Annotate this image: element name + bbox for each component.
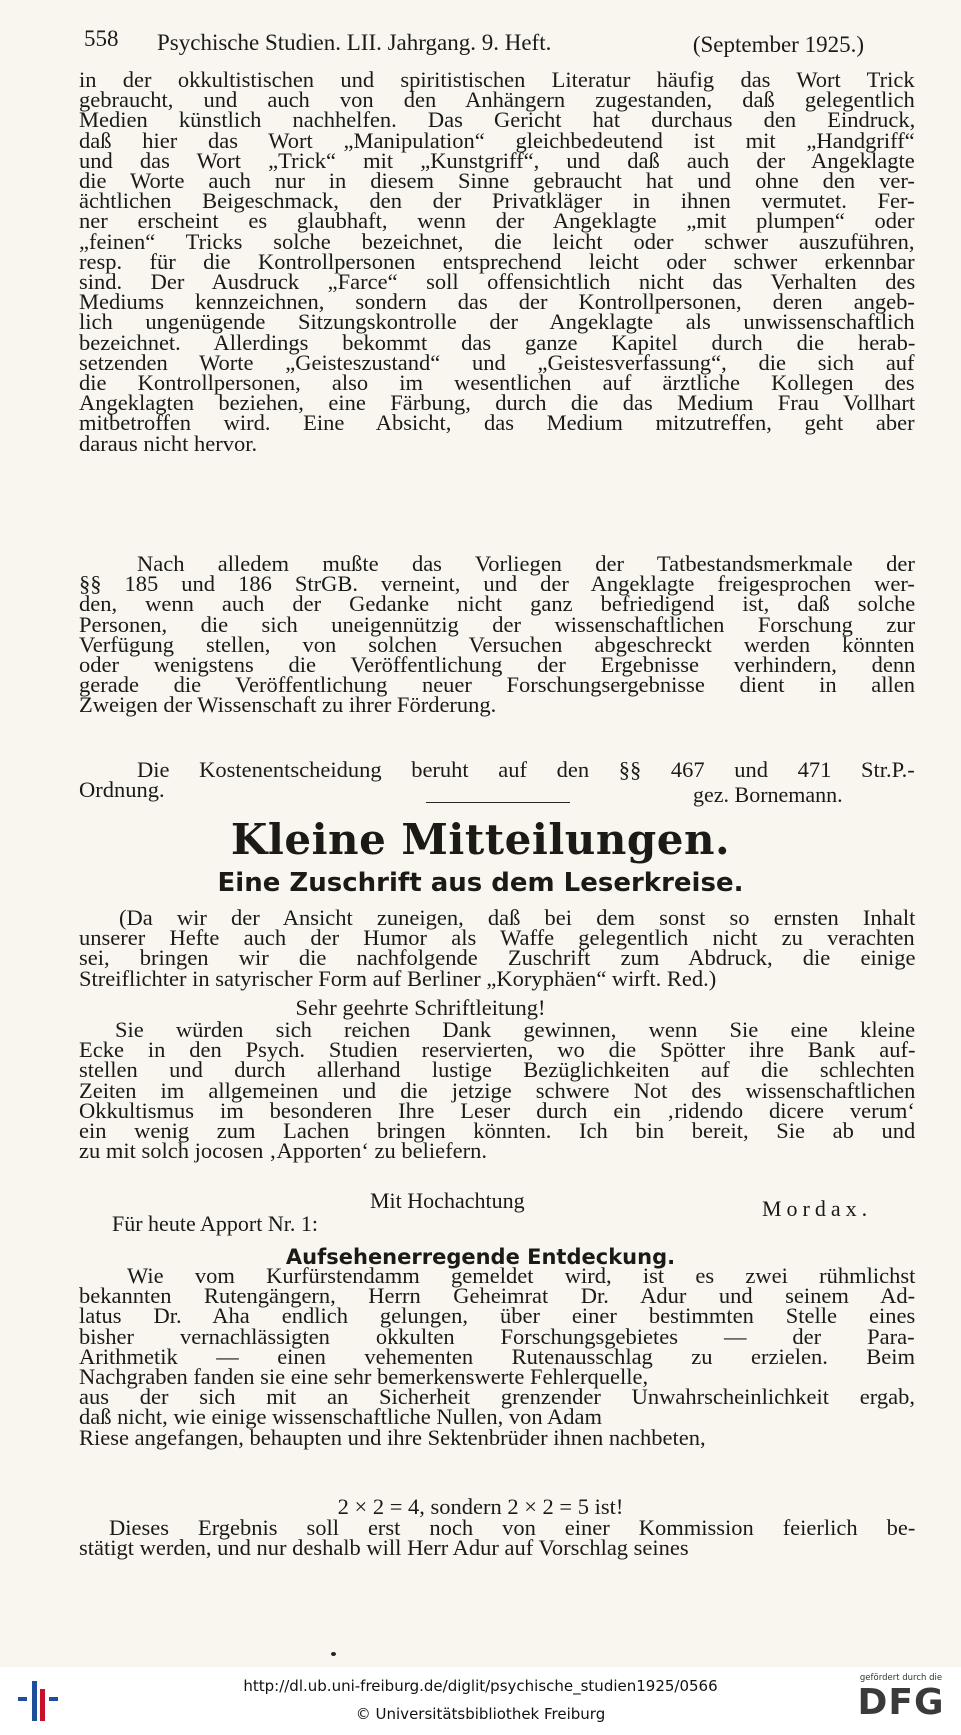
verdict-paragraph-2: Nach alledem mußte das Vorliegen der Tatbestandsmerkmale der §§ 185 und 186 StrGB. verneint, und der Angeklagte freigesprochen wer- den, wenn auch der Gedanke nicht ganz befriedigend ist, daß solche Personen, die sich uneigennützig der wissenschaftlichen Forschung zur Verfügung stellen, von solchen Versuchen abgeschreckt werden könnten oder wenigstens die Veröffentlichung der Ergebnisse verhindern, denn gerade die Veröffentlichung neuer Forschungsergebnisse dient in allen Zweigen der Wissenschaft zu ihrer Förderung. bbox=[79, 551, 916, 718]
dfg-logo bbox=[849, 1673, 953, 1733]
judge-signature: gez. Bornemann. bbox=[693, 782, 843, 807]
article-body: Wie vom Kurfürstendamm gemeldet wird, ist es zwei rühmlichst bekannten Rutengängern, Herrn Geheimrat Dr. Adur und seinem Ad- latus Dr. Aha endlich gelungen, über einer bestimmten Stelle eines bisher vernachlässigten okkulten Forschungsgebietes — der Para- Arithmetik — einen vehementen Rutenausschlag zu erzielen. Beim Nachgraben fanden sie eine sehr bemerkenswerte Fehlerquelle, aus der sich mit an Sicherheit grenzender Unwahrscheinlichkeit ergab, daß nicht, wie einige wissenschaftliche Nullen, von Adam Riese angefangen, behaupten und ihre Sektenbrüder ihnen nachbeten, bbox=[79, 1263, 916, 1450]
closing: Mit Hochachtung bbox=[370, 1188, 525, 1213]
running-header bbox=[84, 22, 864, 62]
letter-body: Sie würden sich reichen Dank gewinnen, wenn Sie eine kleine Ecke in den Psych. Studien reservierten, wo die Spötter ihre Bank auf- stellen und durch allerhand lustige Bezüglichkeiten auf die schlechten Zeiten im allgemeinen und die jetzige schwere Not des wissenschaftlichen Okkultismus im besonderen Ihre Leser durch ein ‚ridendo dicere verum‘ ein wenig zum Lachen bringen könnten. Ich bin bereit, Sie ab und zu mit solch jocosen ‚Apporten‘ zu beliefern. bbox=[79, 1017, 916, 1164]
section-title: Kleine Mitteilungen. bbox=[230, 815, 731, 864]
article-end: Dieses Ergebnis soll erst noch von einer Kommission feierlich be- stätigt werden, und nur deshalb will Herr Adur auf Vorschlag seines bbox=[79, 1515, 916, 1561]
issue-date: (September 1925.) bbox=[692, 32, 864, 57]
print-speck bbox=[331, 1652, 336, 1656]
source-url[interactable]: http://dl.ub.uni-freiburg.de/diglit/psychische_studien1925/0566 bbox=[243, 1677, 718, 1695]
apport-intro: Für heute Apport Nr. 1: bbox=[112, 1211, 318, 1236]
section-divider bbox=[426, 802, 570, 803]
editor-note: (Da wir der Ansicht zuneigen, daß bei dem sonst so ernsten Inhalt unserer Hefte auch der Humor als Waffe gelegentlich nicht zu verachten sei, bringen wir die nachfolgende Zuschrift zum Abdruck, die einige Streiflichter in satyrischer Form auf Berliner „Koryphäen“ wirft. Red.) bbox=[79, 905, 916, 991]
formula: 2 × 2 = 4, sondern 2 × 2 = 5 ist! bbox=[337, 1494, 624, 1519]
verdict-paragraph-1: in der okkultistischen und spiritistischen Literatur häufig das Wort Trick gebraucht, und auch von den Anhängern zugestanden, daß gelegentlich Medien künstlich nachhelfen. Das Gericht hat durchaus den Eindruck, daß hier das Wort „Manipulation“ gleichbedeutend ist mit „Handgriff“ und das Wort „Trick“ mit „Kunstgriff“, und daß auch der Angeklagte die Worte auch nur in diesem Sinne gebraucht hat und ohne den ver- ächtlichen Beigeschmack, den der Privatkläger in ihnen vermutet. Fer- ner erscheint es glaubhaft, wenn der Angeklagte „mit plumpen“ oder „feinen“ Tricks solche bezeichnet, die leicht oder schwer auszuführen, resp. für die Kontrollpersonen entsprechend leicht oder schwer erkennbar sind. Der Ausdruck „Farce“ soll offensichtlich nicht das Verhalten des Mediums kennzeichnen, sondern das der Kontrollpersonen, deren angeb- lich ungenügende Sitzungskontrolle der Angeklagte als unwissenschaftlich bezeichnet. Allerdings bekommt das ganze Kapitel durch die herab- setzenden Worte „Geisteszustand“ und „Geistesverfassung“, die sich auf die Kontrollpersonen, also im wesentlichen auf ärztliche Kollegen des Angeklagten beziehen, eine Färbung, durch die das Medium Frau Vollhart mitbetroffen wird. Eine Absicht, das Medium mitzutreffen, geht aber daraus nicht hervor. bbox=[79, 67, 916, 456]
copyright: © Universitätsbibliothek Freiburg bbox=[355, 1705, 606, 1723]
verdict-paragraph-3: Die Kostenentscheidung beruht auf den §§ 467 und 471 Str.P.- Ordnung. bbox=[79, 757, 915, 803]
journal-title: Psychische Studien. LII. Jahrgang. 9. Heft. bbox=[157, 30, 552, 55]
salutation: Sehr geehrte Schriftleitung! bbox=[295, 995, 546, 1020]
page-number: 558 bbox=[84, 26, 119, 51]
article-title: Aufsehenerregende Entdeckung. bbox=[285, 1245, 676, 1269]
section-subtitle: Eine Zuschrift aus dem Leserkreise. bbox=[217, 868, 744, 898]
library-footer bbox=[0, 1667, 961, 1735]
dfg-wordmark: DFG bbox=[857, 1682, 945, 1723]
dfg-tagline: gefördert durch die bbox=[859, 1673, 943, 1683]
letter-author: Mordax. bbox=[762, 1196, 873, 1221]
